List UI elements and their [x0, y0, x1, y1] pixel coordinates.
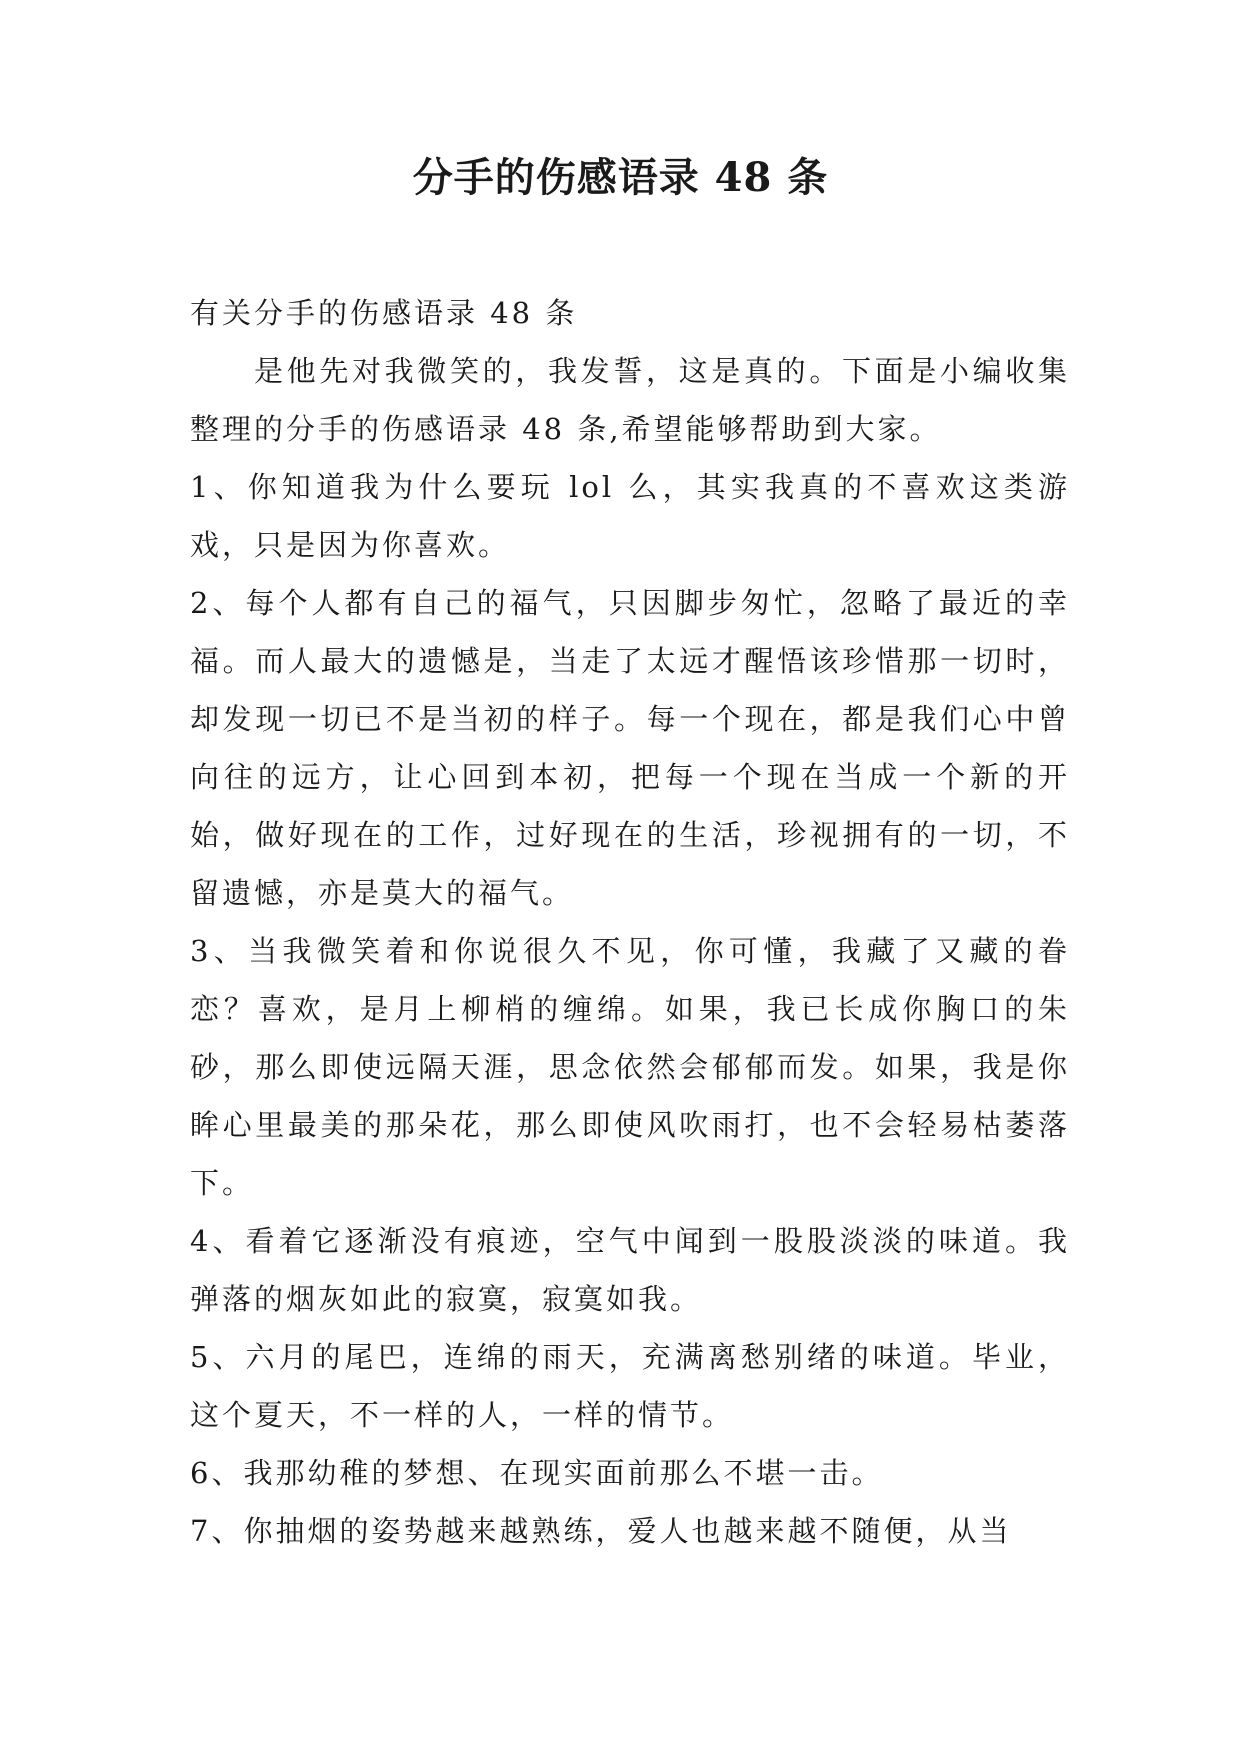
- document-body: [190, 284, 1070, 1560]
- quote-item-1: 1、你知道我为什么要玩 lol 么，其实我真的不喜欢这类游戏，只是因为你喜欢。: [190, 470, 1070, 562]
- quote-item-5: 5、六月的尾巴，连绵的雨天，充满离愁别绪的味道。毕业，这个夏天，不一样的人，一样的情节。: [190, 1340, 1070, 1432]
- intro-paragraph: 是他先对我微笑的，我发誓，这是真的。下面是小编收集整理的分手的伤感语录 48 条,希望能够帮助到大家。: [190, 354, 1070, 446]
- quote-item-6: 6、我那幼稚的梦想、在现实面前那么不堪一击。: [190, 1456, 884, 1490]
- quote-item-4: 4、看着它逐渐没有痕迹，空气中闻到一股股淡淡的味道。我弹落的烟灰如此的寂寞，寂寞如我。: [190, 1224, 1070, 1316]
- quote-item-3: 3、当我微笑着和你说很久不见，你可懂，我藏了又藏的眷恋？喜欢，是月上柳梢的缠绵。如果，我已长成你胸口的朱砂，那么即使远隔天涯，思念依然会郁郁而发。如果，我是你眸心里最美的那朵花，那么即使风吹雨打，也不会轻易枯萎落下。: [190, 934, 1070, 1200]
- document-title: 分手的伤感语录 48 条: [412, 154, 829, 201]
- quote-item-2: 2、每个人都有自己的福气，只因脚步匆忙，忽略了最近的幸福。而人最大的遗憾是，当走了太远才醒悟该珍惜那一切时，却发现一切已不是当初的样子。每一个现在，都是我们心中曾向往的远方，让心回到本初，把每一个现在当成一个新的开始，做好现在的工作，过好现在的生活，珍视拥有的一切，不留遗憾，亦是莫大的福气。: [190, 586, 1070, 910]
- quote-item-7: 7、你抽烟的姿势越来越熟练，爱人也越来越不随便，从当: [190, 1514, 1012, 1548]
- document-subtitle: 有关分手的伤感语录 48 条: [190, 296, 578, 330]
